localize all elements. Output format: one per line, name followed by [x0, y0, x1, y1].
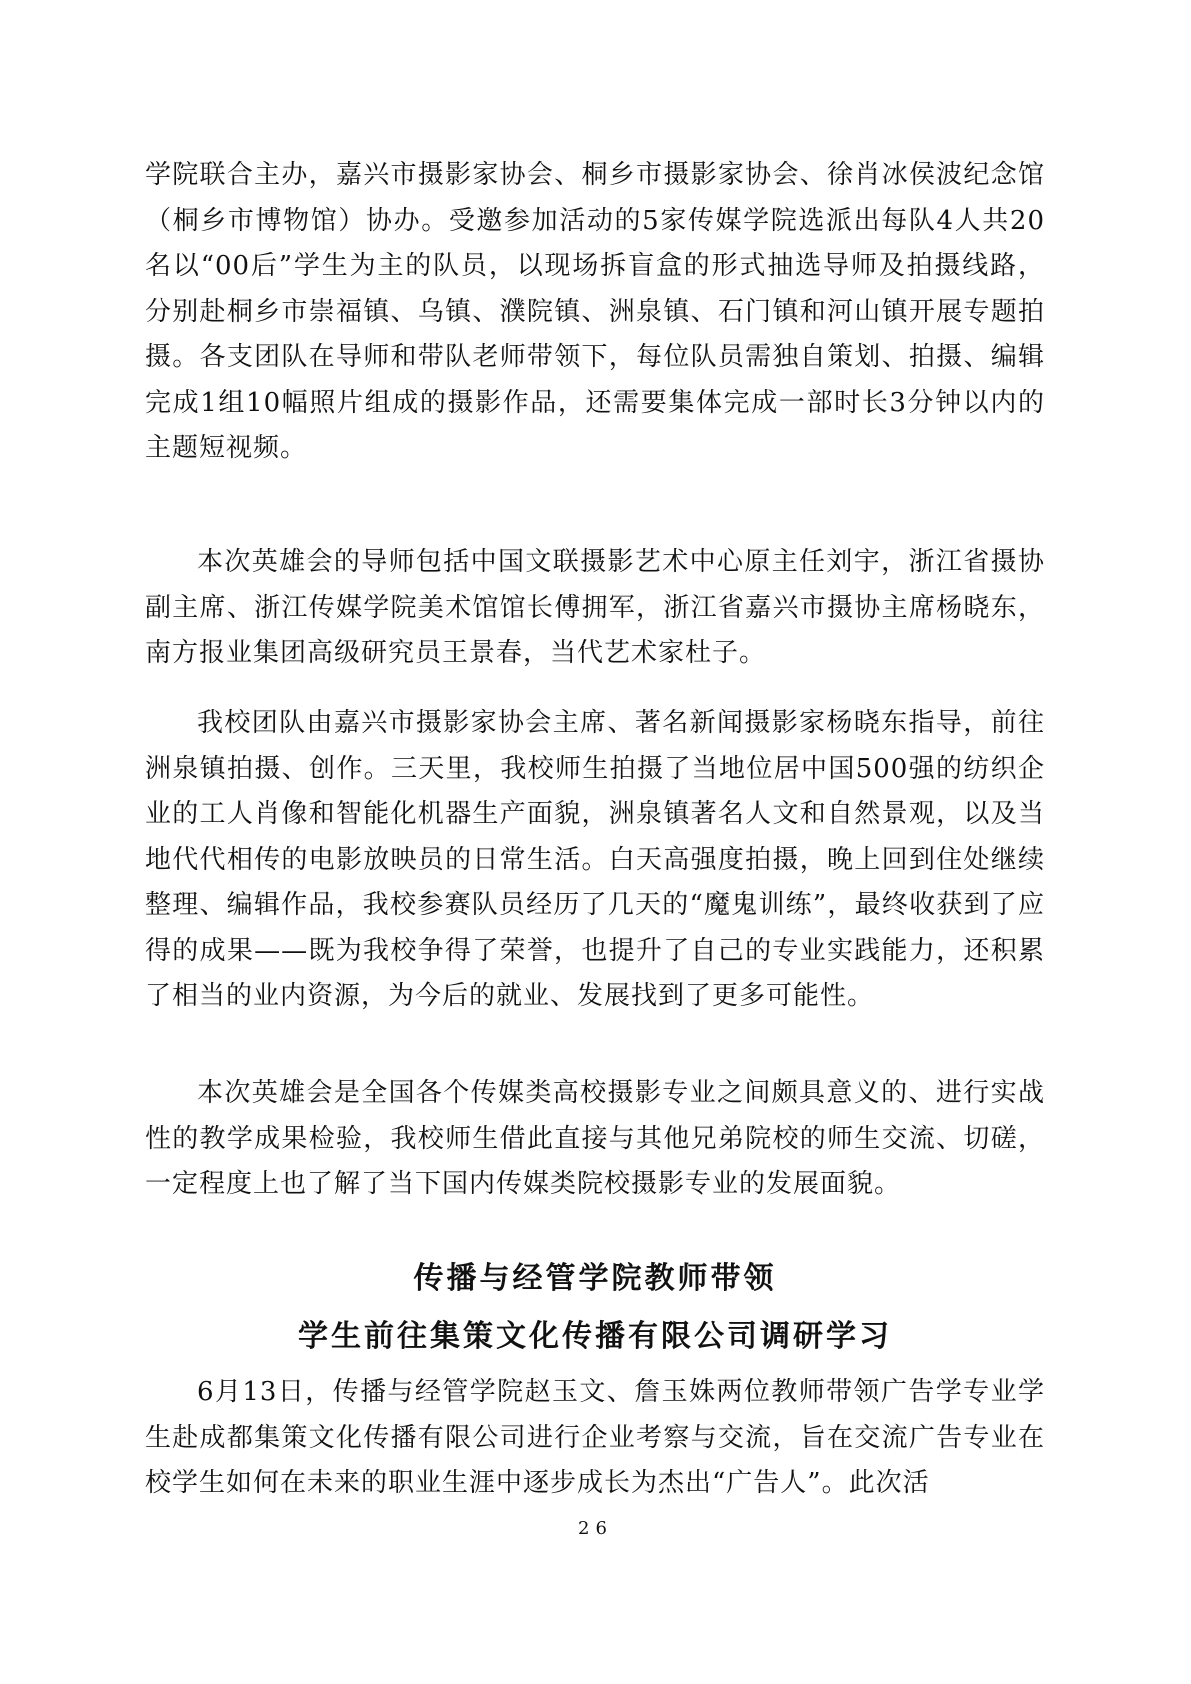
body-paragraph-2: 本次英雄会的导师包括中国文联摄影艺术中心原主任刘宇，浙江省摄协副主席、浙江传媒学院美术馆馆长傅拥军，浙江省嘉兴市摄协主席杨晓东，南方报业集团高级研究员王景春，当代艺术家杜子。	[145, 547, 1045, 668]
page-number: 26	[578, 1518, 613, 1539]
body-paragraph-5: 6月13日，传播与经管学院赵玉文、詹玉姝两位教师带领广告学专业学生赴成都集策文化传播有限公司进行企业考察与交流，旨在交流广告专业在校学生如何在未来的职业生涯中逐步成长为杰出“广告人”。此次活	[145, 1377, 1045, 1498]
section-heading-line-1: 传播与经管学院教师带领	[413, 1261, 777, 1296]
body-paragraph-3: 我校团队由嘉兴市摄影家协会主席、著名新闻摄影家杨晓东指导，前往洲泉镇拍摄、创作。三天里，我校师生拍摄了当地位居中国500强的纺织企业的工人肖像和智能化机器生产面貌，洲泉镇著名人文和自然景观，以及当地代代相传的电影放映员的日常生活。白天高强度拍摄，晚上回到住处继续整理、编辑作品，我校参赛队员经历了几天的“魔鬼训练”，最终收获到了应得的成果——既为我校争得了荣誉，也提升了自己的专业实践能力，还积累了相当的业内资源，为今后的就业、发展找到了更多可能性。	[145, 708, 1045, 1011]
body-paragraph-1: 学院联合主办，嘉兴市摄影家协会、桐乡市摄影家协会、徐肖冰侯波纪念馆（桐乡市博物馆）协办。受邀参加活动的5家传媒学院选派出每队4人共20名以“00后”学生为主的队员，以现场拆盲盒的形式抽选导师及拍摄线路，分别赴桐乡市崇福镇、乌镇、濮院镇、洲泉镇、石门镇和河山镇开展专题拍摄。各支团队在导师和带队老师带领下，每位队员需独自策划、拍摄、编辑完成1组10幅照片组成的摄影作品，还需要集体完成一部时长3分钟以内的主题短视频。	[145, 160, 1045, 463]
section-heading-line-2: 学生前往集策文化传播有限公司调研学习	[298, 1319, 892, 1354]
body-paragraph-4: 本次英雄会是全国各个传媒类高校摄影专业之间颇具意义的、进行实战性的教学成果检验，我校师生借此直接与其他兄弟院校的师生交流、切磋，一定程度上也了解了当下国内传媒类院校摄影专业的发展面貌。	[145, 1078, 1045, 1199]
